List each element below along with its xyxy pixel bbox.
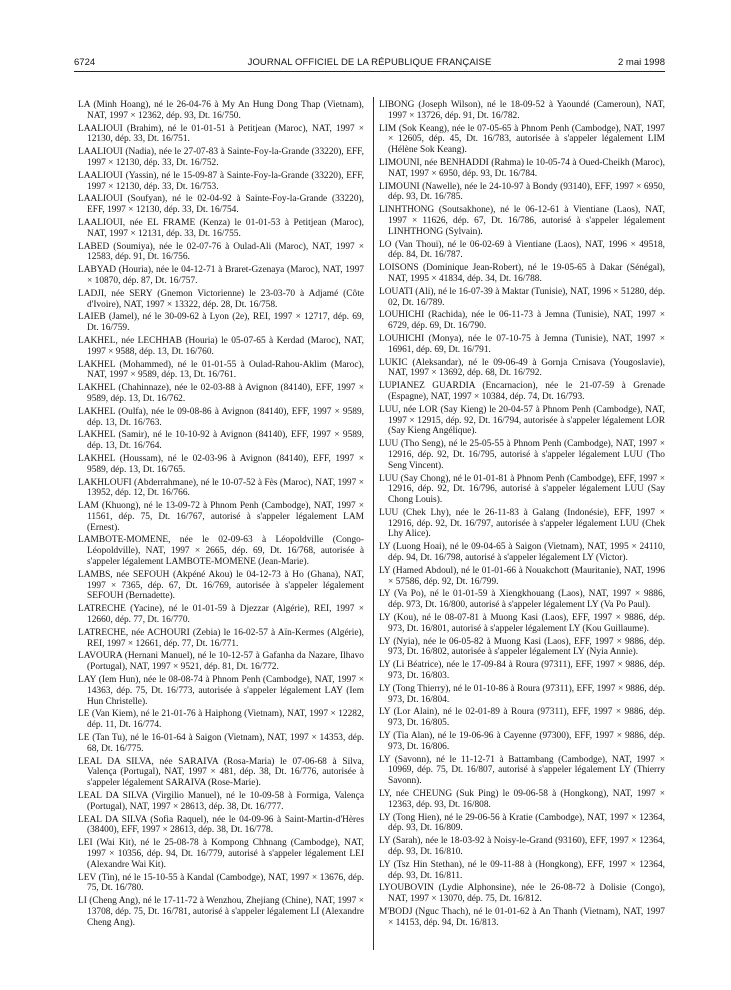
naturalization-entry: LUU, née LOR (Say Kieng) le 20-04-57 à Phnom Penh (Cambodge), NAT, 1997 × 12915, dép. 92, Dt. 16/794, autorisée à s'appeler légalement LOR (Say Kieng Angélique).	[379, 404, 665, 437]
naturalization-entry: LAKHEL (Samir), né le 10-10-92 à Avignon (84140), EFF, 1997 × 9589, dép. 13, Dt. 16/764.	[78, 430, 364, 452]
naturalization-entry: LY (Luong Hoai), né le 09-04-65 à Saigon (Vietnam), NAT, 1995 × 24110, dép. 94, Dt. 16/798, autorisé à s'appeler légalement LY (Victor).	[379, 542, 665, 564]
naturalization-entry: LYOUBOVIN (Lydie Alphonsine), née le 26-08-72 à Dolisie (Congo), NAT, 1997 × 13070, dép. 75, Dt. 16/812.	[379, 883, 665, 905]
naturalization-entry: LY (Tong Thierry), né le 01-10-86 à Roura (97311), EFF, 1997 × 9886, dép. 973, Dt. 16/804.	[379, 683, 665, 705]
naturalization-entry: M'BODJ (Nguc Thach), né le 01-01-62 à An Thanh (Vietnam), NAT, 1997 × 14153, dép. 94, Dt. 16/813.	[379, 906, 665, 928]
page-number: 6724	[74, 57, 96, 68]
naturalization-entry: LY (Kou), né le 08-07-81 à Muong Kasi (Laos), EFF, 1997 × 9886, dép. 973, Dt. 16/801, autorisé à s'appeler légalement LY (Kou Guillaume).	[379, 613, 665, 634]
journal-title: JOURNAL OFFICIEL DE LA RÉPUBLIQUE FRANÇAISE	[247, 57, 492, 68]
header-rule	[74, 71, 665, 72]
naturalization-entry: LADJI, née SERY (Gnemon Victorienne) le 23-03-70 à Adjamé (Côte d'Ivoire), NAT, 1997 × 13322, dép. 28, Dt. 16/758.	[78, 288, 364, 310]
naturalization-entry: LY (Va Po), né le 01-01-59 à Xiengkhouang (Laos), NAT, 1997 × 9886, dép. 973, Dt. 16/800, autorisé à s'appeler légalement LY (Va Po Paul).	[379, 589, 665, 611]
page-header	[74, 56, 665, 70]
naturalization-entry: LAALIOUI (Yassin), né le 15-09-87 à Sainte-Foy-la-Grande (33220), EFF, 1997 × 12130, dép. 33, Dt. 16/753.	[78, 170, 364, 192]
naturalization-entry: LUKIC (Aleksandar), né le 09-06-49 à Gornja Crnisava (Yougoslavie), NAT, 1997 × 13692, dép. 68, Dt. 16/792.	[379, 357, 665, 379]
naturalization-entry: LY, née CHEUNG (Suk Ping) le 09-06-58 à (Hongkong), NAT, 1997 × 12363, dép. 93, Dt. 16/808.	[379, 789, 665, 810]
publication-date: 2 mai 1998	[617, 57, 665, 68]
naturalization-entry: LY (Tia Alan), né le 19-06-96 à Cayenne (97300), EFF, 1997 × 9886, dép. 973, Dt. 16/806.	[379, 731, 665, 752]
naturalization-entry: LAMBS, née SEFOUH (Akpéné Akou) le 04-12-73 à Ho (Ghana), NAT, 1997 × 7365, dép. 67, Dt. 16/769, autorisée à s'appeler légalement SEFOUH (Bernadette).	[78, 569, 364, 602]
naturalization-entry: LAVOURA (Hernani Manuel), né le 10-12-57 à Gafanha da Nazare, Ilhavo (Portugal), NAT, 1997 × 9521, dép. 81, Dt. 16/772.	[78, 651, 364, 673]
naturalization-entry: LAALIOUI, née EL FRAME (Kenza) le 01-01-53 à Petitjean (Maroc), NAT, 1997 × 12131, dép. 33, Dt. 16/755.	[78, 217, 364, 239]
naturalization-entry: LE (Van Kiem), né le 21-01-76 à Haiphong (Vietnam), NAT, 1997 × 12282, dép. 11, Dt. 16/774.	[78, 709, 364, 731]
naturalization-entry: LAKHEL, née LECHHAB (Houria) le 05-07-65 à Kerdad (Maroc), NAT, 1997 × 9588, dép. 13, Dt. 16/760.	[78, 335, 364, 357]
naturalization-entry: LAALIOUI (Brahim), né le 01-01-51 à Petitjean (Maroc), NAT, 1997 × 12130, dép. 33, Dt. 16/751.	[78, 123, 364, 145]
naturalization-entry: LAKHEL (Houssam), né le 02-03-96 à Avignon (84140), EFF, 1997 × 9589, dép. 13, Dt. 16/765.	[78, 453, 364, 475]
naturalization-entry: LATRECHE (Yacine), né le 01-01-59 à Djezzar (Algérie), REI, 1997 × 12660, dép. 77, Dt. 16/770.	[78, 604, 364, 626]
naturalization-entry: LIM (Sok Keang), née le 07-05-65 à Phnom Penh (Cambodge), NAT, 1997 × 12605, dép. 45, Dt. 16/783, autorisée à s'appeler légalement LIM (Hélène Sok Keang).	[379, 123, 665, 156]
naturalization-entry: LEV (Tin), né le 15-10-55 à Kandal (Cambodge), NAT, 1997 × 13676, dép. 75, Dt. 16/780.	[78, 872, 364, 894]
naturalization-entry: LEAL DA SILVA (Sofia Raquel), née le 04-09-96 à Saint-Martin-d'Hères (38400), EFF, 1997 × 28613, dép. 38, Dt. 16/778.	[78, 814, 364, 836]
naturalization-entry: LY (Savonn), né le 11-12-71 à Battambang (Cambodge), NAT, 1997 × 10969, dép. 75, Dt. 16/807, autorisé à s'appeler légalement LY (Thierry Savonn).	[379, 754, 665, 787]
naturalization-entry: LOUHICHI (Monya), née le 07-10-75 à Jemna (Tunisie), NAT, 1997 × 16961, dép. 69, Dt. 16/791.	[379, 333, 665, 355]
column-divider	[373, 97, 374, 950]
naturalization-entry: LINHTHONG (Soutsakhone), né le 06-12-61 à Vientiane (Laos), NAT, 1997 × 11626, dép. 67, Dt. 16/786, autorisé à s'appeler légalement LINHTHONG (Sylvain).	[379, 205, 665, 237]
naturalization-entry: LUPIANEZ GUARDIA (Encarnacion), née le 21-07-59 à Grenade (Espagne), NAT, 1997 × 10384, dép. 74, Dt. 16/793.	[379, 381, 665, 402]
naturalization-entry: LAKHEL (Oulfa), née le 09-08-86 à Avignon (84140), EFF, 1997 × 9589, dép. 13, Dt. 16/763.	[78, 406, 364, 428]
naturalization-entry: LUU (Tho Seng), né le 25-05-55 à Phnom Penh (Cambodge), NAT, 1997 × 12916, dép. 92, Dt. 16/795, autorisé à s'appeler légalement LUU (Tho Seng Vincent).	[379, 439, 665, 471]
naturalization-entry: LEAL DA SILVA (Virgilio Manuel), né le 10-09-58 à Formiga, Valença (Portugal), NAT, 1997 × 28613, dép. 38, Dt. 16/777.	[78, 791, 364, 812]
naturalization-entry: LIBONG (Joseph Wilson), né le 18-09-52 à Yaoundé (Cameroun), NAT, 1997 × 13726, dép. 91, Dt. 16/782.	[379, 100, 665, 121]
naturalization-entry: LABYAD (Houria), née le 04-12-71 à Braret-Gzenaya (Maroc), NAT, 1997 × 10870, dép. 87, Dt. 16/757.	[78, 265, 364, 286]
naturalization-entry: LAM (Khuong), né le 13-09-72 à Phnom Penh (Cambodge), NAT, 1997 × 11561, dép. 75, Dt. 16/767, autorisé à s'appeler légalement LAM (Ernest).	[78, 501, 364, 533]
naturalization-entry: LAIEB (Jamel), né le 30-09-62 à Lyon (2e), REI, 1997 × 12717, dép. 69, Dt. 16/759.	[78, 312, 364, 334]
naturalization-entry: LY (Sarah), née le 18-03-92 à Noisy-le-Grand (93160), EFF, 1997 × 12364, dép. 93, Dt. 16/810.	[379, 836, 665, 857]
left-column	[78, 100, 364, 931]
naturalization-entry: LUU (Chek Lhy), née le 26-11-83 à Galang (Indonésie), EFF, 1997 × 12916, dép. 92, Dt. 16/797, autorisée à s'appeler légalement LUU (Chek Lhy Alice).	[379, 507, 665, 540]
right-column	[379, 100, 665, 931]
naturalization-entry: LY (Nyia), née le 06-05-82 à Muong Kasi (Laos), EFF, 1997 × 9886, dép. 973, Dt. 16/802, autorisée à s'appeler légalement LY (Nyia Annie).	[379, 636, 665, 658]
naturalization-entry: LATRECHE, née ACHOURI (Zebia) le 16-02-57 à Aïn-Kermes (Algérie), REI, 1997 × 12661, dép. 77, Dt. 16/771.	[78, 627, 364, 649]
naturalization-entry: LAALIOUI (Soufyan), né le 02-04-92 à Sainte-Foy-la-Grande (33220), EFF, 1997 × 12130, dép. 33, Dt. 16/754.	[78, 194, 364, 216]
naturalization-entry: LOUHICHI (Rachida), née le 06-11-73 à Jemna (Tunisie), NAT, 1997 × 6729, dép. 69, Dt. 16/790.	[379, 310, 665, 332]
naturalization-entry: LAKHLOUFI (Abderrahmane), né le 10-07-52 à Fès (Maroc), NAT, 1997 × 13952, dép. 12, Dt. 16/766.	[78, 477, 364, 499]
naturalization-entry: LA (Minh Hoang), né le 26-04-76 à My An Hung Dong Thap (Vietnam), NAT, 1997 × 12362, dép. 93, Dt. 16/750.	[78, 100, 364, 121]
naturalization-entry: LI (Cheng Ang), né le 17-11-72 à Wenzhou, Zhejiang (Chine), NAT, 1997 × 13708, dép. 75, Dt. 16/781, autorisé à s'appeler légalement LI (Alexandre Cheng Ang).	[78, 896, 364, 928]
naturalization-entry: LY (Tsz Hin Stethan), né le 09-11-88 à (Hongkong), EFF, 1997 × 12364, dép. 93, Dt. 16/811.	[379, 859, 665, 881]
naturalization-entry: LAMBOTE-MOMENE, née le 02-09-63 à Léopoldville (Congo-Léopoldville), NAT, 1997 × 2665, dép. 69, Dt. 16/768, autorisée à s'appeler légalement LAMBOTE-MOMENE (Jean-Marie).	[78, 535, 364, 568]
naturalization-entry: LABED (Soumiya), née le 02-07-76 à Oulad-Ali (Maroc), NAT, 1997 × 12583, dép. 91, Dt. 16/756.	[78, 241, 364, 263]
naturalization-entry: LAKHEL (Mohammed), né le 01-01-55 à Oulad-Rahou-Aklim (Maroc), NAT, 1997 × 9589, dép. 13, Dt. 16/761.	[78, 359, 364, 381]
naturalization-entry: LY (Lor Alain), né le 02-01-89 à Roura (97311), EFF, 1997 × 9886, dép. 973, Dt. 16/805.	[379, 707, 665, 729]
naturalization-entry: LAALIOUI (Nadia), née le 27-07-83 à Sainte-Foy-la-Grande (33220), EFF, 1997 × 12130, dép. 33, Dt. 16/752.	[78, 147, 364, 168]
naturalization-entry: LAKHEL (Chahinnaze), née le 02-03-88 à Avignon (84140), EFF, 1997 × 9589, dép. 13, Dt. 16/762.	[78, 383, 364, 404]
naturalization-entry: LEAL DA SILVA, née SARAIVA (Rosa-Maria) le 07-06-68 à Silva, Valença (Portugal), NAT, 1997 × 481, dép. 38, Dt. 16/776, autorisée à s'appeler légalement SARAIVA (Rose-Marie).	[78, 756, 364, 789]
naturalization-entry: LOISONS (Dominique Jean-Robert), né le 19-05-65 à Dakar (Sénégal), NAT, 1995 × 41834, dép. 34, Dt. 16/788.	[379, 263, 665, 284]
naturalization-entry: LY (Li Béatrice), née le 17-09-84 à Roura (97311), EFF, 1997 × 9886, dép. 973, Dt. 16/803.	[379, 660, 665, 682]
naturalization-entry: LO (Van Thoui), né le 06-02-69 à Vientiane (Laos), NAT, 1996 × 49518, dép. 84, Dt. 16/787.	[379, 239, 665, 261]
naturalization-entry: LY (Tong Hien), né le 29-06-56 à Kratie (Cambodge), NAT, 1997 × 12364, dép. 93, Dt. 16/809.	[379, 812, 665, 834]
naturalization-entry: LEI (Wai Kit), né le 25-08-78 à Kompong Chhnang (Cambodge), NAT, 1997 × 10356, dép. 94, Dt. 16/779, autorisé à s'appeler légalement LEI (Alexandre Wai Kit).	[78, 838, 364, 870]
naturalization-entry: LUU (Say Chong), né le 01-01-81 à Phnom Penh (Cambodge), EFF, 1997 × 12916, dép. 92, Dt. 16/796, autorisé à s'appeler légalement LUU (Say Chong Louis).	[379, 473, 665, 506]
naturalization-entry: LAY (Iem Hun), née le 08-08-74 à Phnom Penh (Cambodge), NAT, 1997 × 14363, dép. 75, Dt. 16/773, autorisée à s'appeler légalement LAY (Iem Hun Christelle).	[78, 675, 364, 707]
naturalization-entry: LIMOUNI (Nawelle), née le 24-10-97 à Bondy (93140), EFF, 1997 × 6950, dép. 93, Dt. 16/785.	[379, 181, 665, 203]
naturalization-entry: LE (Tan Tu), né le 16-01-64 à Saigon (Vietnam), NAT, 1997 × 14353, dép. 68, Dt. 16/775.	[78, 733, 364, 754]
naturalization-entry: LY (Hamed Abdoul), né le 01-01-66 à Nouakchott (Mauritanie), NAT, 1996 × 57586, dép. 92, Dt. 16/799.	[379, 565, 665, 587]
naturalization-entry: LIMOUNI, née BENHADDI (Rahma) le 10-05-74 à Oued-Cheikh (Maroc), NAT, 1997 × 6950, dép. 93, Dt. 16/784.	[379, 157, 665, 179]
naturalization-entry: LOUATI (Ali), né le 16-07-39 à Maktar (Tunisie), NAT, 1996 × 51280, dép. 02, Dt. 16/789.	[379, 286, 665, 308]
